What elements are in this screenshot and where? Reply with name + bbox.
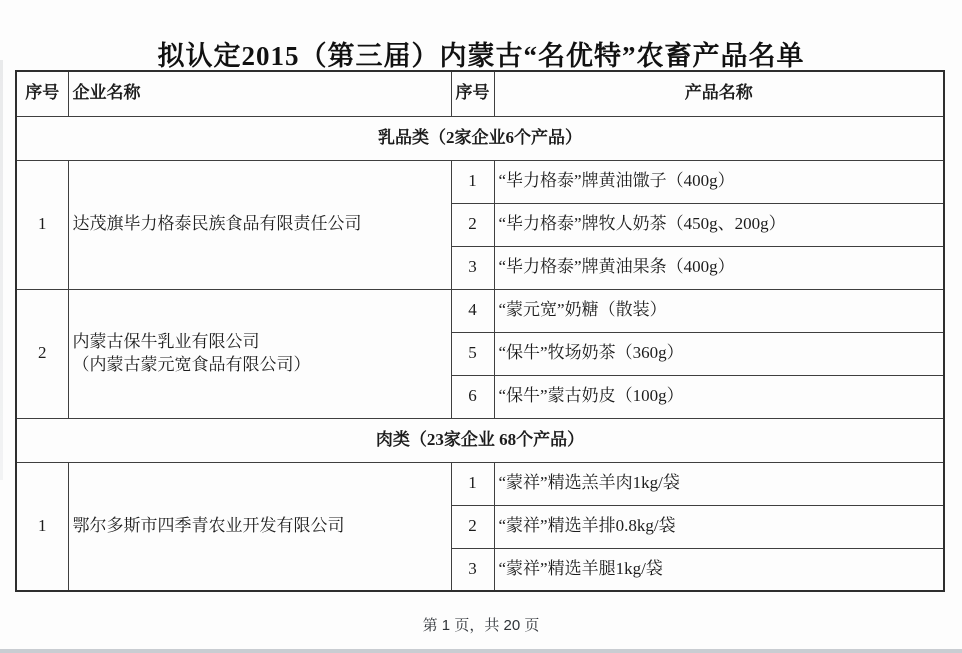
product-serial: 5 (451, 332, 494, 375)
section-dairy (16, 116, 944, 160)
table-row (16, 462, 944, 505)
header-serial-right: 序号 (451, 71, 494, 116)
page-title: 拟认定2015（第三届）内蒙古“名优特”农畜产品名单 (157, 41, 805, 71)
company-name-line: 达茂旗毕力格泰民族食品有限责任公司 (72, 214, 362, 234)
product-name: “毕力格泰”牌牧人奶茶（450g、200g） (494, 203, 944, 246)
table-row (16, 160, 944, 203)
product-serial: 3 (451, 548, 494, 591)
company-name-line: 内蒙古保牛乳业有限公司 (72, 331, 260, 351)
company-serial: 1 (16, 462, 68, 591)
company-name-line: （内蒙古蒙元宽食品有限公司） (72, 354, 311, 374)
product-serial: 2 (451, 505, 494, 548)
page-number-footer: 第 1 页，共 20 页 (422, 617, 540, 634)
section-dairy-label: 乳品类（2家企业6个产品） (16, 116, 944, 160)
scan-artifact-left (0, 60, 3, 480)
product-name: “蒙祥”精选羔羊肉1kg/袋 (494, 462, 944, 505)
company-serial: 2 (16, 289, 68, 418)
header-company-name: 企业名称 (68, 71, 451, 116)
company-name (68, 160, 451, 289)
product-name: “毕力格泰”牌黄油果条（400g） (494, 246, 944, 289)
table-header-row (16, 71, 944, 116)
product-name: “蒙祥”精选羊排0.8kg/袋 (494, 505, 944, 548)
product-name: “保牛”蒙古奶皮（100g） (494, 375, 944, 418)
product-serial: 2 (451, 203, 494, 246)
product-serial: 6 (451, 375, 494, 418)
section-meat-label: 肉类（23家企业 68个产品） (16, 418, 944, 462)
scan-artifact-bottom (0, 649, 962, 653)
company-name (68, 462, 451, 591)
company-serial: 1 (16, 160, 68, 289)
product-name: “蒙元宽”奶糖（散装） (494, 289, 944, 332)
company-name (68, 289, 451, 418)
products-table (15, 70, 945, 592)
company-name-line: 鄂尔多斯市四季青农业开发有限公司 (72, 515, 345, 535)
product-serial: 1 (451, 462, 494, 505)
product-name: “保牛”牧场奶茶（360g） (494, 332, 944, 375)
header-serial-left: 序号 (16, 71, 68, 116)
product-serial: 1 (451, 160, 494, 203)
table-row (16, 289, 944, 332)
product-name: “毕力格泰”牌黄油馓子（400g） (494, 160, 944, 203)
product-name: “蒙祥”精选羊腿1kg/袋 (494, 548, 944, 591)
product-serial: 4 (451, 289, 494, 332)
product-serial: 3 (451, 246, 494, 289)
header-product-name: 产品名称 (494, 71, 944, 116)
section-meat (16, 418, 944, 462)
